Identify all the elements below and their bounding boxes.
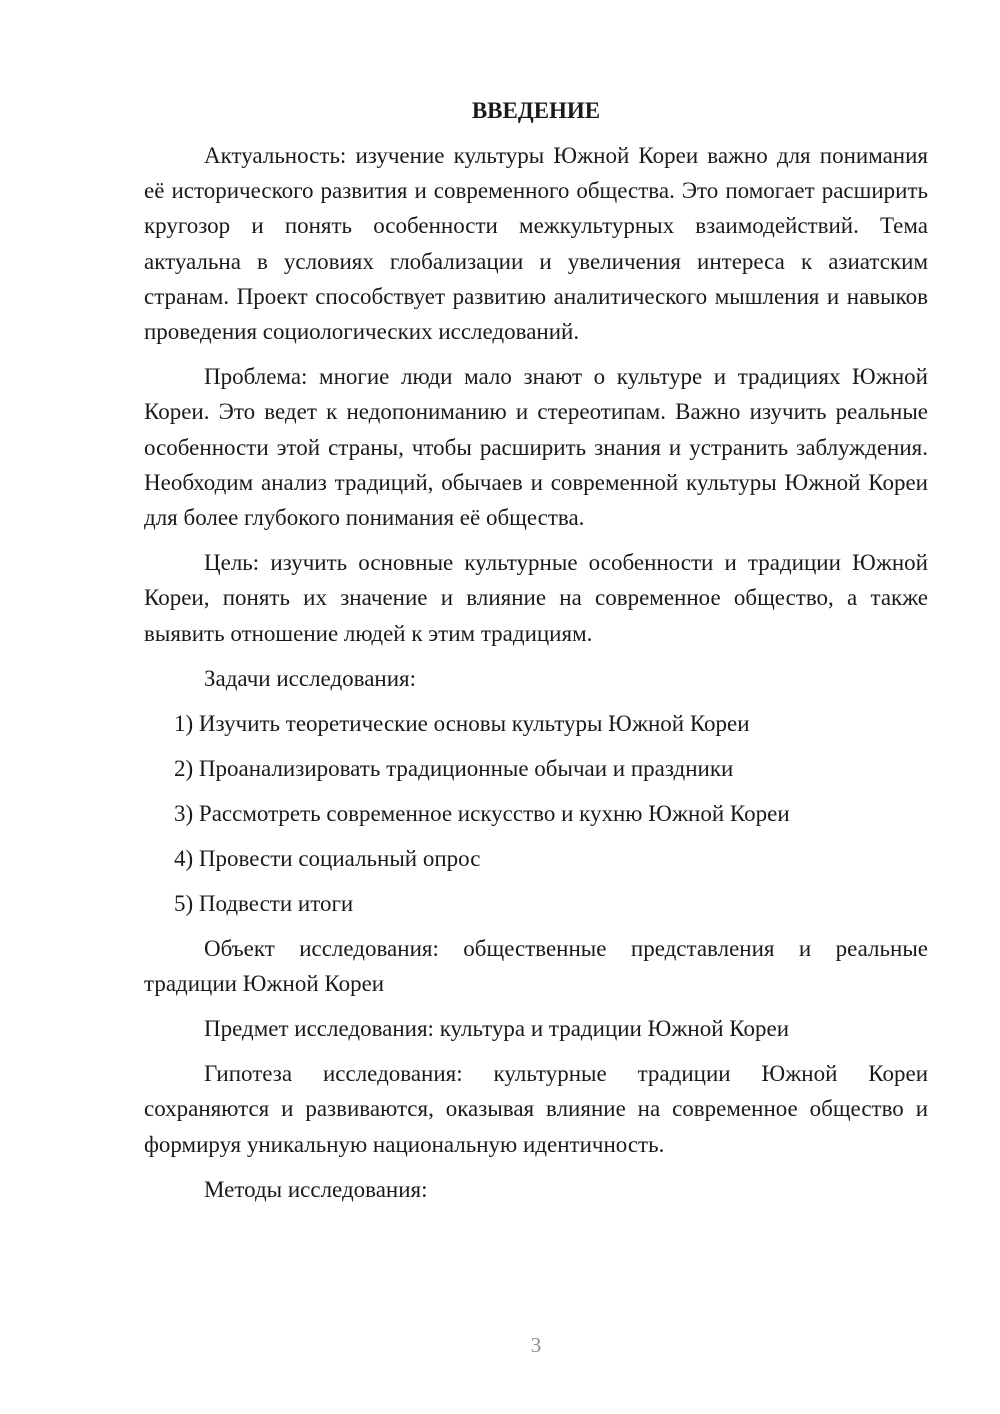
tasks-list <box>144 706 928 921</box>
hypothesis-paragraph: Гипотеза исследования: культурные традиции Южной Кореи сохраняются и развиваются, оказывая влияние на современное общество и формируя уникальную национальную идентичность. <box>144 1061 928 1157</box>
methods-heading: Методы исследования: <box>204 1176 428 1202</box>
list-item: 4) Провести социальный опрос <box>174 845 481 871</box>
object-paragraph: Объект исследования: общественные представления и реальные традиции Южной Кореи <box>144 935 928 997</box>
page-content <box>144 96 928 1217</box>
subject-paragraph: Предмет исследования: культура и традиции Южной Кореи <box>204 1016 790 1042</box>
page-number: 3 <box>530 1333 542 1357</box>
tasks-heading: Задачи исследования: <box>204 665 417 691</box>
list-item: 2) Проанализировать традиционные обычаи и праздники <box>174 755 734 781</box>
relevance-paragraph: Актуальность: изучение культуры Южной Кореи важно для понимания её исторического развития и современного общества. Это помогает расширить кругозор и понять особенности межкультурных взаимодействий. Тема актуальна в условиях глобализации и увеличения интереса к азиатским странам. Проект способствует развитию аналитического мышления и навыков проведения социологических исследований. <box>144 143 928 345</box>
goal-paragraph: Цель: изучить основные культурные особенности и традиции Южной Кореи, понять их значение и влияние на современное общество, а также выявить отношение людей к этим традициям. <box>144 550 928 646</box>
problem-paragraph: Проблема: многие люди мало знают о культуре и традициях Южной Кореи. Это ведет к недопониманию и стереотипам. Важно изучить реальные особенности этой страны, чтобы расширить знания и устранить заблуждения. Необходим анализ традиций, обычаев и современной культуры Южной Кореи для более глубокого понимания её общества. <box>144 364 928 531</box>
section-title: ВВЕДЕНИЕ <box>471 98 601 123</box>
list-item: 1) Изучить теоретические основы культуры Южной Кореи <box>174 710 750 736</box>
list-item: 5) Подвести итоги <box>174 890 354 916</box>
list-item: 3) Рассмотреть современное искусство и кухню Южной Кореи <box>174 800 790 826</box>
